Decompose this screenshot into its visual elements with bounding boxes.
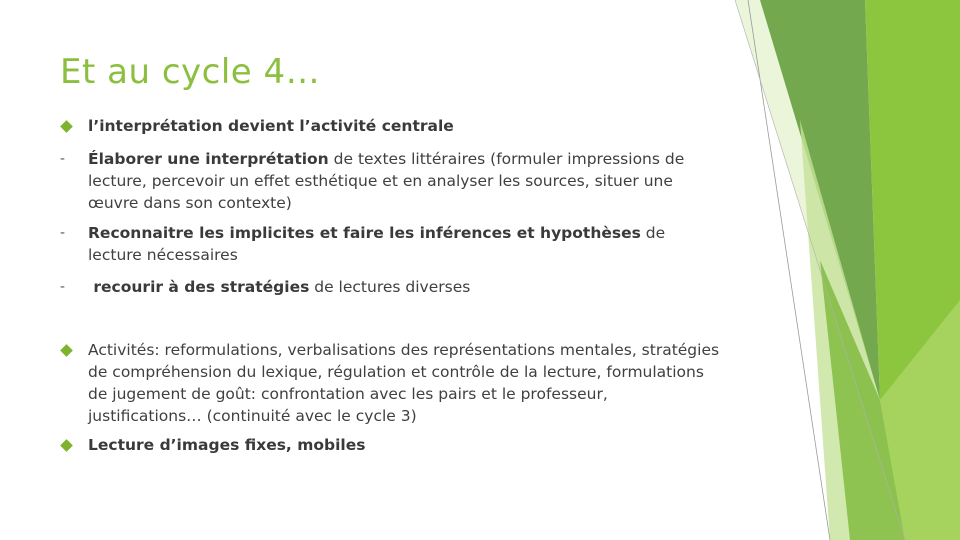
dash-marker: -	[60, 225, 66, 241]
diamond-bullet-icon	[60, 115, 80, 137]
dash-marker: -	[60, 279, 66, 295]
item-text: de textes littéraires (formuler impressions de lecture, percevoir un effet esthétique et en analyser les sources, situer une œuvre dans son contexte)	[88, 150, 685, 212]
item-bold-text: Reconnaitre les implicites et faire les inférences et hypothèses	[88, 224, 641, 242]
slide-title: Et au cycle 4…	[60, 52, 321, 92]
bullet-item	[60, 115, 720, 137]
dash-item	[60, 148, 720, 214]
item-text: de lecture nécessaires	[88, 224, 666, 264]
bullet-item	[60, 434, 720, 456]
dash-marker: -	[60, 151, 66, 167]
diamond-bullet-icon	[60, 339, 80, 361]
item-text: Activités: reformulations, verbalisations des représentations mentales, stratégies de compréhension du lexique, régulation et contrôle de la lecture, formulations de jugement de goût: confrontation avec les pairs et le professeur, justifications… (continuité avec le cycle 3)	[88, 341, 720, 425]
diamond-bullet-icon	[60, 434, 80, 456]
item-bold-text: Lecture d’images fixes, mobiles	[88, 436, 366, 454]
dash-item	[60, 222, 720, 266]
item-bold-text: Élaborer une interprétation	[88, 150, 329, 168]
item-bold-text: recourir à des stratégies	[88, 278, 310, 296]
item-bold-text: l’interprétation devient l’activité centrale	[88, 117, 454, 135]
item-text: de lectures diverses	[309, 278, 471, 296]
dash-item	[60, 276, 720, 298]
bullet-item	[60, 339, 720, 427]
